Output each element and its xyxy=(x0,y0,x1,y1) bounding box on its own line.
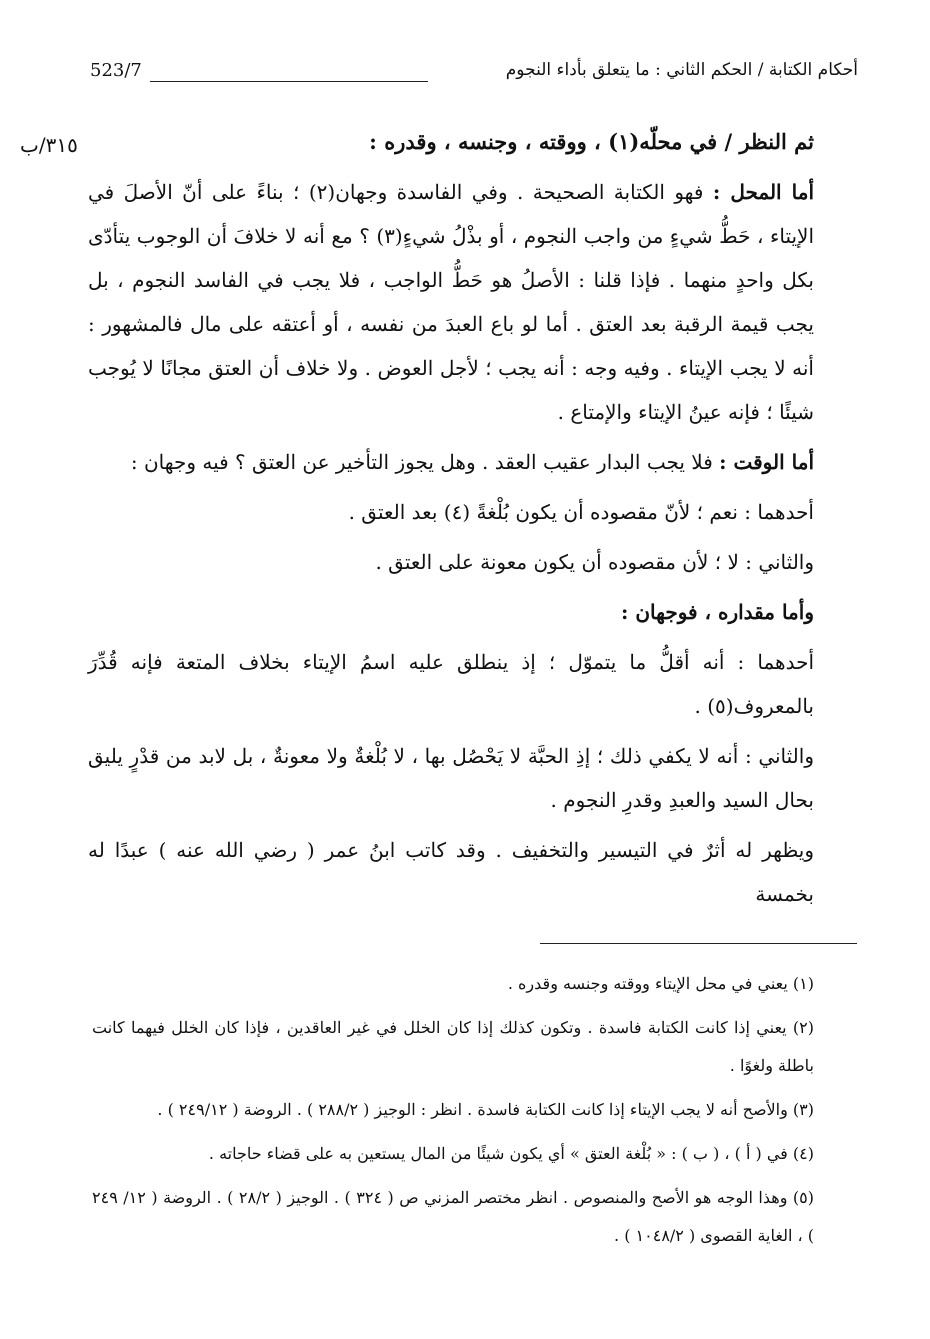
paragraph-time-text: فلا يجب البدار عقيب العقد . وهل يجوز التأخير عن العتق ؟ فيه وجهان : xyxy=(130,450,713,474)
paragraph-amount-second: والثاني : أنه لا يكفي ذلك ؛ إذِ الحبَّة لا يَحْصُل بها ، لا بُلْغةٌ ولا معونةٌ ، بل لابد من قدْرٍ يليق بحال السيد والعبدِ وقدرِ النجوم . xyxy=(88,744,814,812)
paragraph-time-heading: أما الوقت : xyxy=(719,450,814,474)
running-header xyxy=(90,58,858,92)
paragraph-amount-heading: وأما مقداره ، فوجهان : xyxy=(621,600,814,624)
header-title: أحكام الكتابة / الحكم الثاني : ما يتعلق بأداء النجوم xyxy=(505,60,858,80)
footnote-2: (٢) يعني إذا كانت الكتابة فاسدة . وتكون كذلك إذا كان الخلل في غير العاقدين ، فإذا كان الخلل فيهما كانت باطلة ولغوًا . xyxy=(92,1018,814,1075)
header-page-ref: 523/7 xyxy=(90,60,142,81)
paragraph-place-heading: أما المحل : xyxy=(712,180,814,204)
main-text xyxy=(88,120,814,922)
paragraph-place xyxy=(88,170,814,434)
paragraph-effect: ويظهر له أثرٌ في التيسير والتخفيف . وقد كاتب ابنُ عمر ( رضي الله عنه ) عبدًا له بخمسة xyxy=(88,838,814,906)
intro-line: ثم النظر / في محلّه(١) ، ووقته ، وجنسه ، وقدره : xyxy=(369,129,814,154)
margin-folio-note: ٣١٥/ب xyxy=(20,133,78,157)
paragraph-place-text: فهو الكتابة الصحيحة . وفي الفاسدة وجهان(٢) ؛ بناءً على أنّ الأصلَ في الإيتاء ، حَطُّ شيءٍ من واجب النجوم ، أو بذْلُ شيءٍ(٣) ؟ مع أنه لا خلافَ أن الوجوب يتأدّى بكل واحدٍ منهما . فإذا قلنا : الأصلُ هو حَطُّ الواجب ، فلا يجب في الفاسد النجوم ، بل يجب قيمة الرقبة بعد العتق . أما لو باع العبدَ من نفسه ، أو أعتقه على مال فالمشهور : أنه لا يجب الإيتاء . وفيه وجه : أنه يجب ؛ لأجل العوض . ولا خلاف أن العتق مجانًا لا يُوجب شيئًا ؛ فإنه عينُ الإيتاء والإمتاع . xyxy=(88,180,815,424)
paragraph-amount-first: أحدهما : أنه أقلُّ ما يتموّل ؛ إذ ينطلق عليه اسمُ الإيتاء بخلاف المتعة فإنه قُدِّرَ بالمعروف(٥) . xyxy=(88,650,814,718)
footnote-3: (٣) والأصح أنه لا يجب الإيتاء إذا كانت الكتابة فاسدة . انظر : الوجيز ( ٢٨٨/٢ ) . الروضة ( ٢٤٩/١٢ ) . xyxy=(157,1100,814,1119)
header-rule xyxy=(150,81,428,82)
footnote-separator xyxy=(540,943,857,944)
paragraph-time-first: أحدهما : نعم ؛ لأنّ مقصوده أن يكون بُلْغةً (٤) بعد العتق . xyxy=(348,500,814,524)
footnote-5: (٥) وهذا الوجه هو الأصح والمنصوص . انظر مختصر المزني ص ( ٣٢٤ ) . الوجيز ( ٢٨/٢ ) . الروضة ( ١٢/ ٢٤٩ ) ، الغاية القصوى ( ١٠٤٨/٢ ) . xyxy=(92,1188,814,1245)
footnote-4: (٤) في ( أ ) ، ( ب ) : « بُلْغة العتق » أي يكون شيئًا من المال يستعين به على قضاء حاجاته . xyxy=(208,1144,814,1163)
footnotes xyxy=(92,965,814,1261)
footnote-1: (١) يعني في محل الإيتاء ووقته وجنسه وقدره . xyxy=(507,974,814,993)
paragraph-time xyxy=(88,440,814,484)
paragraph-time-second: والثاني : لا ؛ لأن مقصوده أن يكون معونة على العتق . xyxy=(375,550,814,574)
